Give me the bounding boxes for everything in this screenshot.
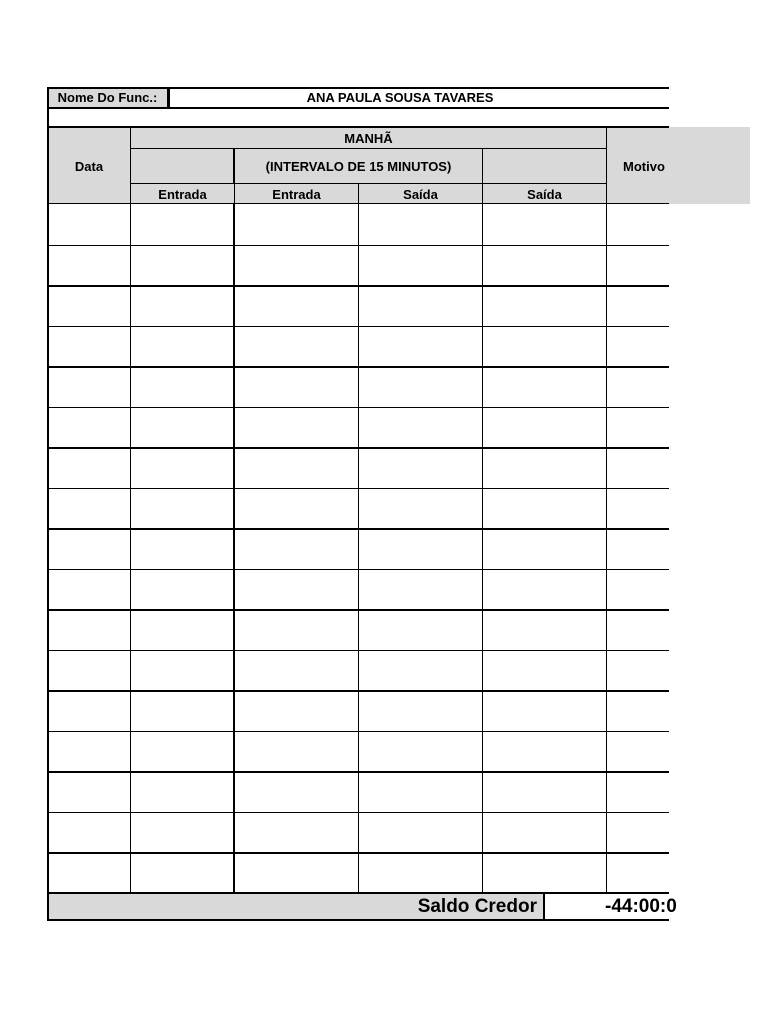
cell-motivo[interactable]: [607, 853, 669, 893]
cell-saida-2[interactable]: [483, 489, 606, 529]
cell-date[interactable]: [48, 489, 130, 529]
cell-entrada-1[interactable]: [131, 327, 233, 367]
cell-saida-1[interactable]: [359, 286, 482, 326]
cell-saida-1[interactable]: [359, 813, 482, 853]
cell-entrada-1[interactable]: [131, 408, 233, 448]
cell-entrada-2[interactable]: [235, 205, 358, 245]
cell-saida-1[interactable]: [359, 610, 482, 650]
cell-saida-1[interactable]: [359, 853, 482, 893]
balance-value: -44:00:0: [605, 895, 677, 917]
cell-entrada-1[interactable]: [131, 286, 233, 326]
grid-line: [482, 149, 483, 893]
cell-saida-2[interactable]: [483, 853, 606, 893]
cell-saida-1[interactable]: [359, 205, 482, 245]
cell-entrada-1[interactable]: [131, 205, 233, 245]
cell-entrada-2[interactable]: [235, 570, 358, 610]
grid-line: [130, 127, 131, 893]
cell-entrada-2[interactable]: [235, 853, 358, 893]
cell-saida-2[interactable]: [483, 732, 606, 772]
cell-motivo[interactable]: [607, 570, 669, 610]
cell-saida-1[interactable]: [359, 570, 482, 610]
grid-line: [606, 127, 607, 893]
cell-entrada-1[interactable]: [131, 489, 233, 529]
cell-saida-2[interactable]: [483, 367, 606, 407]
cell-motivo[interactable]: [607, 205, 669, 245]
col-header-saida-2: Saída: [483, 184, 606, 204]
cell-entrada-1[interactable]: [131, 732, 233, 772]
cell-motivo[interactable]: [607, 327, 669, 367]
grid-line: [168, 88, 170, 108]
cell-date[interactable]: [48, 651, 130, 691]
cell-date[interactable]: [48, 691, 130, 731]
cell-entrada-2[interactable]: [235, 651, 358, 691]
cell-date[interactable]: [48, 327, 130, 367]
cell-entrada-1[interactable]: [131, 651, 233, 691]
col-header-period: MANHÃ: [131, 128, 606, 148]
grid-line: [233, 204, 235, 893]
cell-motivo[interactable]: [607, 651, 669, 691]
cell-entrada-2[interactable]: [235, 448, 358, 488]
cell-date[interactable]: [48, 610, 130, 650]
cell-saida-1[interactable]: [359, 408, 482, 448]
cell-entrada-1[interactable]: [131, 529, 233, 569]
cell-saida-2[interactable]: [483, 448, 606, 488]
cell-motivo[interactable]: [607, 691, 669, 731]
cell-saida-2[interactable]: [483, 570, 606, 610]
cell-entrada-2[interactable]: [235, 246, 358, 286]
cell-saida-2[interactable]: [483, 772, 606, 812]
cell-entrada-1[interactable]: [131, 853, 233, 893]
col-header-motivo: Motivo: [607, 128, 669, 204]
grid-line: [233, 149, 235, 184]
cell-motivo[interactable]: [607, 448, 669, 488]
cell-saida-2[interactable]: [483, 651, 606, 691]
name-label: Nome Do Func.:: [48, 88, 169, 107]
cell-saida-1[interactable]: [359, 529, 482, 569]
cell-date[interactable]: [48, 570, 130, 610]
grid-line: [47, 87, 669, 89]
cell-motivo[interactable]: [607, 286, 669, 326]
cell-saida-1[interactable]: [359, 691, 482, 731]
cell-date[interactable]: [48, 448, 130, 488]
balance-label: Saldo Credor: [48, 894, 543, 919]
cell-motivo[interactable]: [607, 408, 669, 448]
cell-saida-2[interactable]: [483, 408, 606, 448]
cell-date[interactable]: [48, 732, 130, 772]
cell-entrada-1[interactable]: [131, 610, 233, 650]
cell-date[interactable]: [48, 813, 130, 853]
cell-motivo[interactable]: [607, 732, 669, 772]
cell-motivo[interactable]: [607, 529, 669, 569]
cell-saida-2[interactable]: [483, 813, 606, 853]
col-header-blank-left: [131, 149, 234, 183]
col-header-entrada-2: Entrada: [235, 184, 358, 204]
cell-saida-1[interactable]: [359, 732, 482, 772]
col-header-interval: (INTERVALO DE 15 MINUTOS): [235, 149, 482, 183]
cell-saida-2[interactable]: [483, 327, 606, 367]
grid-line: [47, 919, 669, 921]
cell-motivo[interactable]: [607, 813, 669, 853]
grid-line: [543, 893, 545, 920]
col-header-saida-1: Saída: [359, 184, 482, 204]
cell-entrada-1[interactable]: [131, 570, 233, 610]
grid-line: [130, 183, 606, 184]
cell-date[interactable]: [48, 286, 130, 326]
cell-date[interactable]: [48, 529, 130, 569]
grid-line: [130, 148, 606, 149]
cell-saida-2[interactable]: [483, 610, 606, 650]
cell-entrada-2[interactable]: [235, 529, 358, 569]
cell-saida-2[interactable]: [483, 246, 606, 286]
cell-saida-1[interactable]: [359, 367, 482, 407]
cell-saida-1[interactable]: [359, 651, 482, 691]
col-header-blank-right: [483, 149, 606, 183]
cell-date[interactable]: [48, 246, 130, 286]
cell-motivo[interactable]: [607, 772, 669, 812]
cell-motivo[interactable]: [607, 489, 669, 529]
cell-saida-1[interactable]: [359, 448, 482, 488]
cell-date[interactable]: [48, 772, 130, 812]
grid-line: [47, 107, 669, 109]
cell-motivo[interactable]: [607, 246, 669, 286]
cell-entrada-2[interactable]: [235, 367, 358, 407]
cell-entrada-2[interactable]: [235, 813, 358, 853]
cell-saida-1[interactable]: [359, 327, 482, 367]
cell-saida-1[interactable]: [359, 489, 482, 529]
cell-entrada-2[interactable]: [235, 489, 358, 529]
offscreen-header-fill: [669, 127, 750, 204]
employee-name[interactable]: ANA PAULA SOUSA TAVARES: [306, 90, 494, 105]
cell-entrada-1[interactable]: [131, 448, 233, 488]
grid-line: [358, 184, 359, 893]
cell-date[interactable]: [48, 853, 130, 893]
cell-date[interactable]: [48, 408, 130, 448]
cell-saida-1[interactable]: [359, 772, 482, 812]
cell-motivo[interactable]: [607, 367, 669, 407]
cell-entrada-2[interactable]: [235, 772, 358, 812]
cell-saida-2[interactable]: [483, 205, 606, 245]
cell-saida-1[interactable]: [359, 246, 482, 286]
timesheet: [47, 87, 677, 921]
cell-entrada-2[interactable]: [235, 408, 358, 448]
cell-motivo[interactable]: [607, 610, 669, 650]
cell-entrada-2[interactable]: [235, 610, 358, 650]
cell-entrada-1[interactable]: [131, 367, 233, 407]
cell-entrada-1[interactable]: [131, 813, 233, 853]
col-header-entrada-1: Entrada: [131, 184, 234, 204]
cell-entrada-2[interactable]: [235, 327, 358, 367]
cell-entrada-1[interactable]: [131, 772, 233, 812]
col-header-data: Data: [48, 128, 130, 204]
cell-entrada-2[interactable]: [235, 732, 358, 772]
cell-date[interactable]: [48, 367, 130, 407]
cell-entrada-1[interactable]: [131, 691, 233, 731]
grid-line: [234, 184, 235, 204]
grid-line: [47, 87, 49, 921]
cell-date[interactable]: [48, 205, 130, 245]
grid-line: [47, 126, 669, 128]
cell-saida-2[interactable]: [483, 529, 606, 569]
cell-saida-2[interactable]: [483, 691, 606, 731]
cell-entrada-1[interactable]: [131, 246, 233, 286]
cell-entrada-2[interactable]: [235, 286, 358, 326]
cell-saida-2[interactable]: [483, 286, 606, 326]
cell-entrada-2[interactable]: [235, 691, 358, 731]
